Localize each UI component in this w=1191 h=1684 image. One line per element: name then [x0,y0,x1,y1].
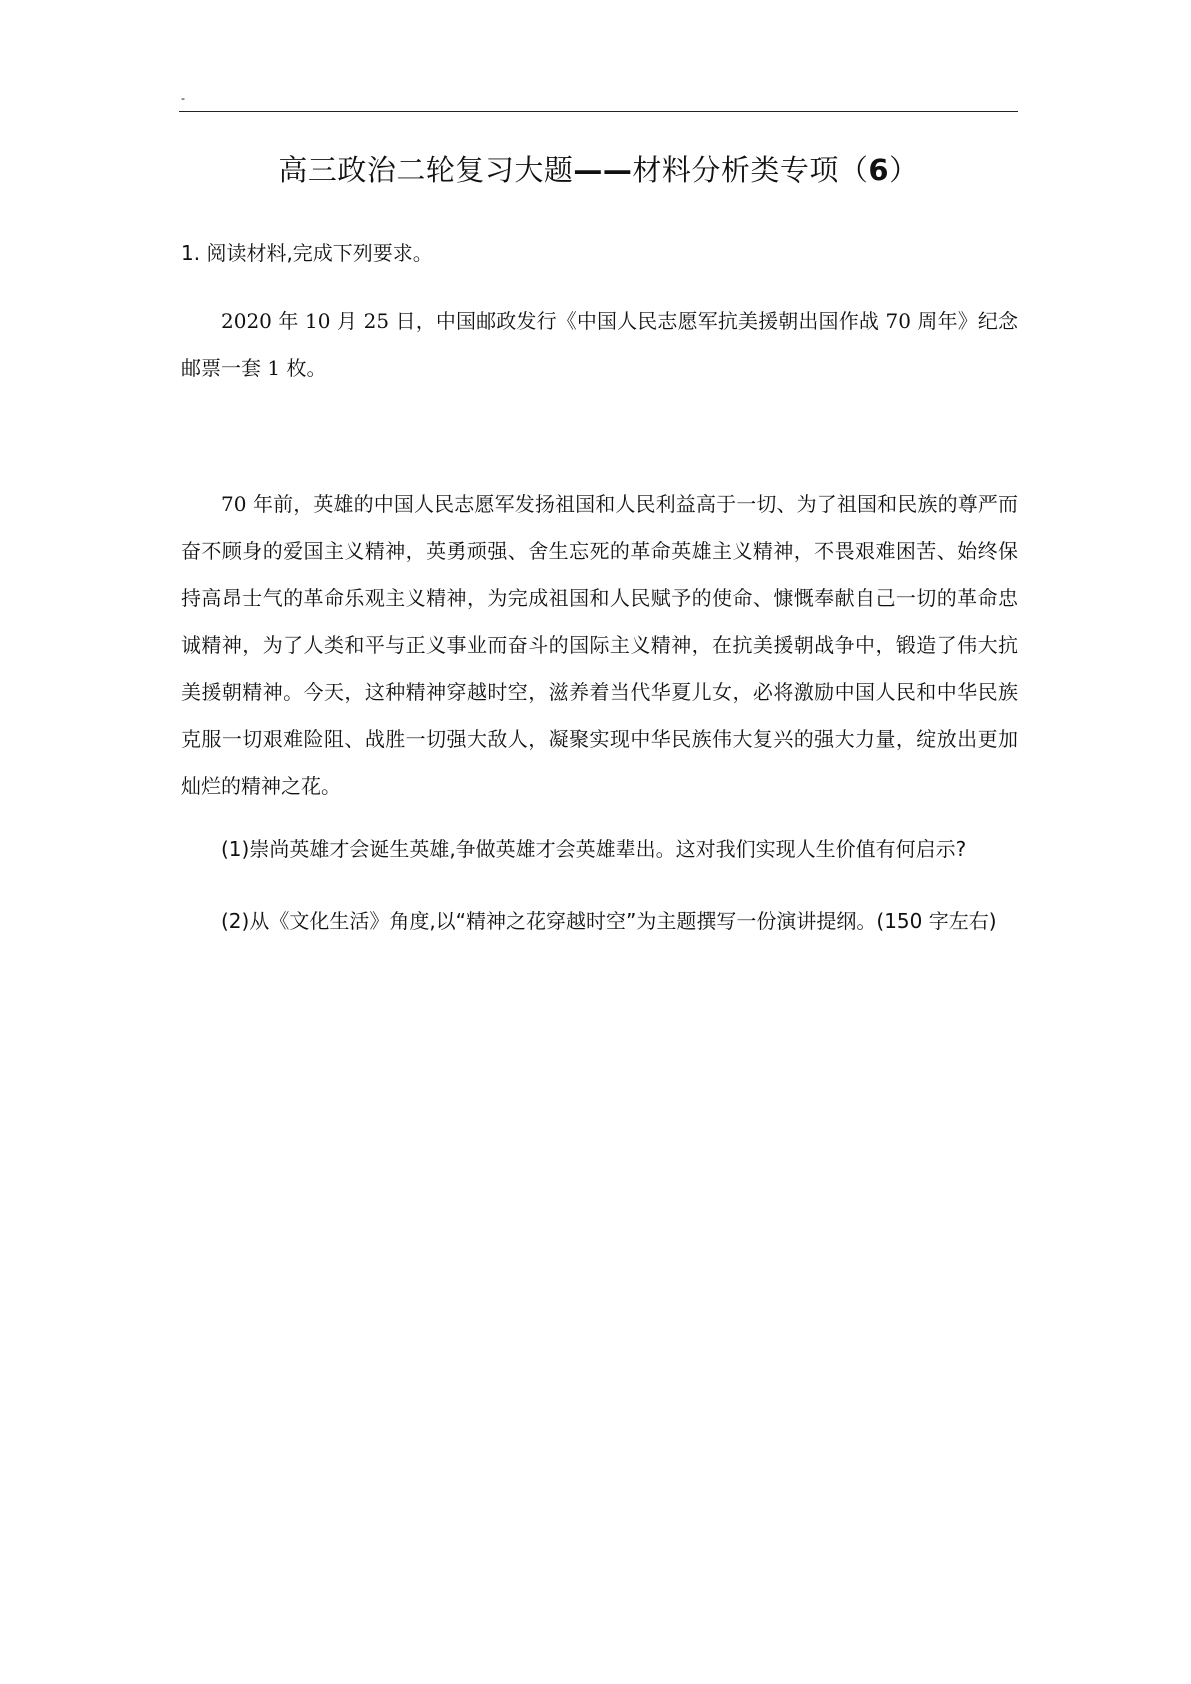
page-title [179,150,1018,190]
title-number: 6 [868,153,890,187]
material-paragraph-2: 70 年前，英雄的中国人民志愿军发扬祖国和人民利益高于一切、为了祖国和民族的尊严而奋不顾身的爱国主义精神，英勇顽强、舍生忘死的革命英雄主义精神，不畏艰难困苦、始终保持高昂士气的革命乐观主义精神，为完成祖国和人民赋予的使命、慷慨奉献自己一切的革命忠诚精神，为了人类和平与正义事业而奋斗的国际主义精神，在抗美援朝战争中，锻造了伟大抗美援朝精神。今天，这种精神穿越时空，滋养着当代华夏儿女，必将激励中国人民和中华民族克服一切艰难险阻、战胜一切强大敌人，凝聚实现中华民族伟大复兴的强大力量，绽放出更加灿烂的精神之花。 [181,492,1018,798]
material-paragraph-1: 2020 年 10 月 25 日，中国邮政发行《中国人民志愿军抗美援朝出国作战 70 周年》纪念邮票一套 1 枚。 [181,309,1018,380]
title-mid: 材料分析类专项（ [632,153,869,187]
title-end: ） [889,153,919,187]
title-main: 高三政治二轮复习大题 [278,153,574,187]
sub-question-1: (1)崇尚英雄才会诞生英雄,争做英雄才会英雄辈出。这对我们实现人生价值有何启示? [221,837,967,861]
header-rule [179,111,1018,112]
sub-question-2: (2)从《文化生活》角度,以“精神之花穿越时空”为主题撰写一份演讲提纲。(150 字左右) [221,909,997,933]
question-intro: 1. 阅读材料,完成下列要求。 [181,241,433,265]
title-dash: —— [573,153,633,187]
header-mark: - [181,91,185,105]
